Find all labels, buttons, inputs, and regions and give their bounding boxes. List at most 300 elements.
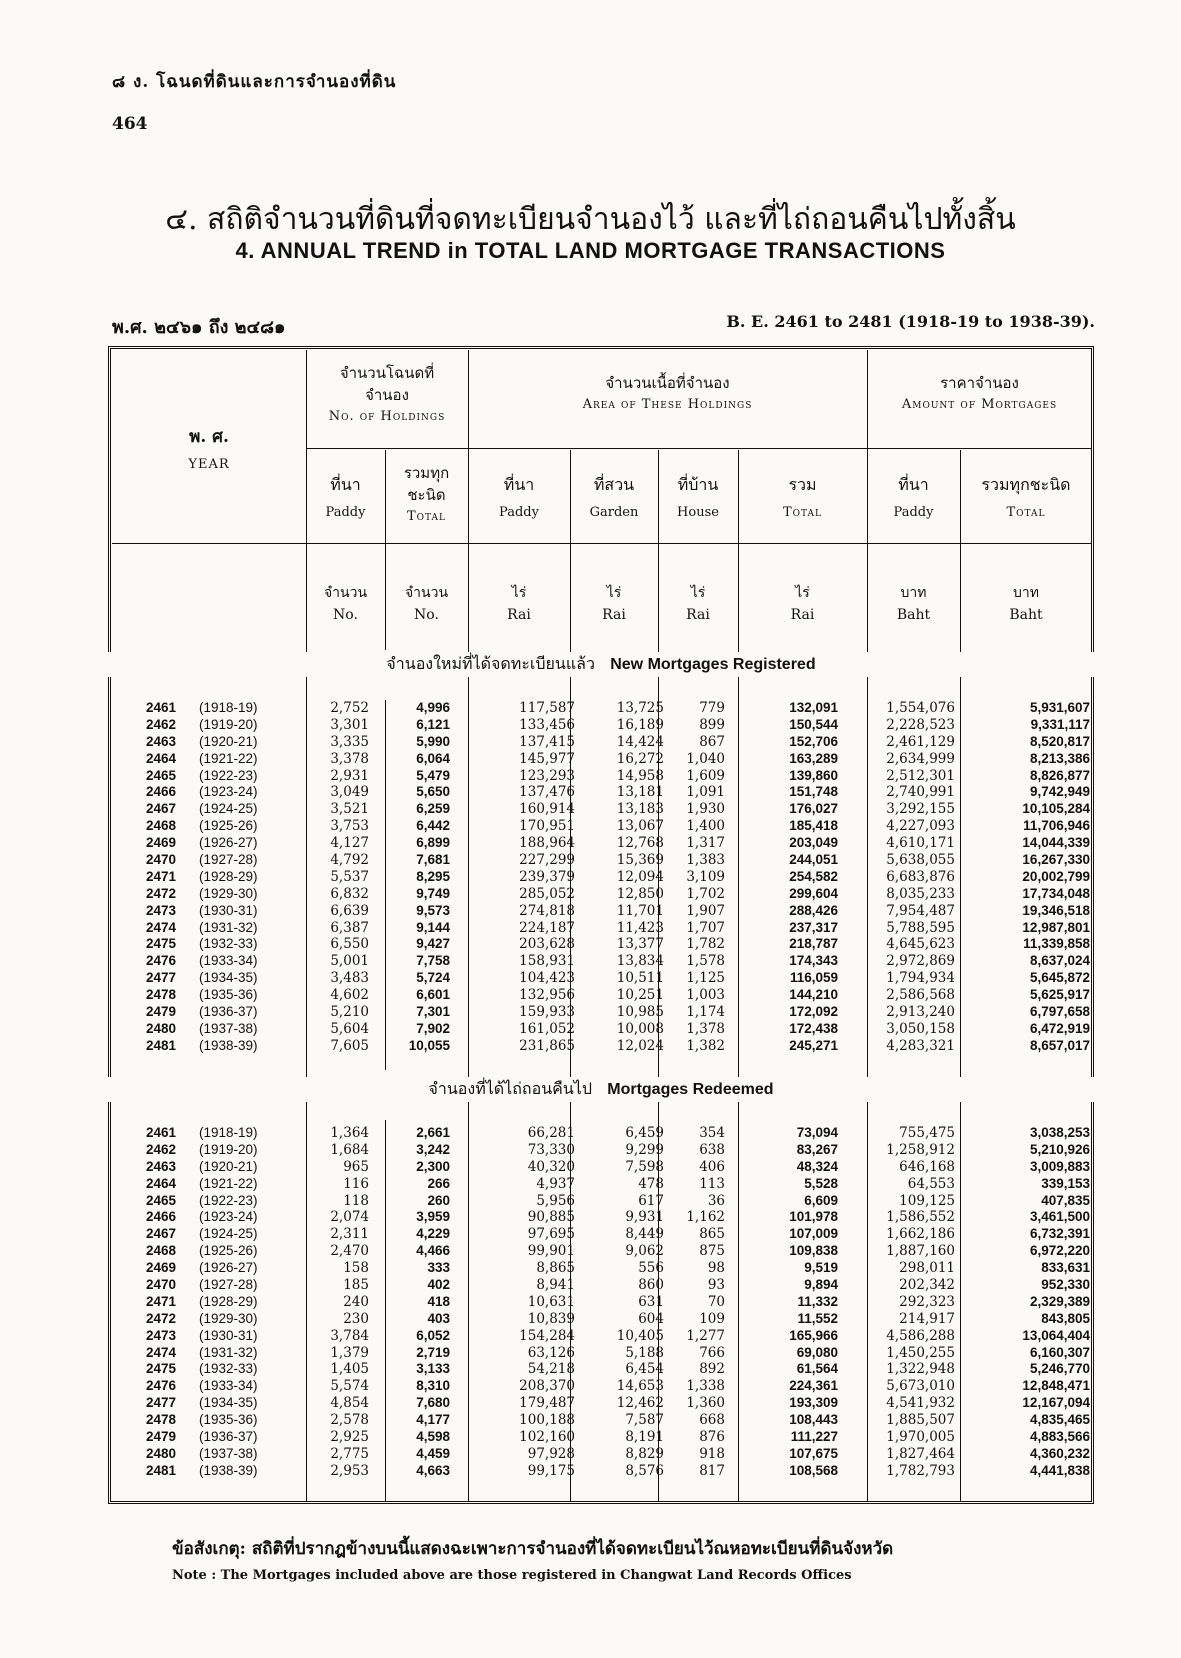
cell-year-ce: (1918-19): [199, 700, 258, 715]
table-row: [0, 987, 1181, 1004]
subheader-thai: ที่นา: [330, 475, 361, 494]
cell-area-garden: 860: [638, 1277, 664, 1294]
cell-amount-total: 8,213,386: [1029, 750, 1090, 766]
year-header-english: YEAR: [188, 457, 230, 472]
cell-amount-paddy: 2,913,240: [886, 1004, 955, 1021]
amount-header-thai: ราคาจำนอง: [940, 374, 1019, 392]
cell-area-total: 132,091: [789, 700, 838, 715]
cell-area-garden: 16,272: [616, 750, 664, 767]
cell-area-garden: 14,424: [616, 733, 664, 750]
cell-area-house: 1,162: [686, 1209, 725, 1226]
cell-amount-paddy: 3,292,155: [886, 801, 955, 818]
cell-area-paddy: 227,299: [519, 852, 575, 869]
cell-year-be: 2463: [146, 733, 177, 749]
cell-amount-total: 4,835,465: [1029, 1412, 1090, 1428]
area-paddy-header: [468, 474, 570, 524]
cell-year-be: 2472: [146, 1310, 177, 1326]
cell-area-total: 193,309: [789, 1395, 838, 1411]
cell-area-paddy: 239,379: [519, 868, 575, 885]
cell-year-ce: (1924-25): [199, 1226, 258, 1242]
cell-amount-total: 5,210,926: [1029, 1141, 1090, 1157]
cell-holdings-total: 2,719: [416, 1344, 450, 1360]
cell-holdings-paddy: 2,311: [330, 1226, 369, 1243]
cell-area-paddy: 97,928: [527, 1445, 575, 1462]
cell-area-total: 9,519: [804, 1260, 838, 1276]
cell-year-be: 2468: [146, 818, 177, 834]
cell-holdings-paddy: 4,854: [330, 1395, 369, 1412]
cell-year-be: 2462: [146, 1141, 177, 1157]
cell-year-ce: (1920-21): [199, 733, 258, 749]
cell-amount-total: 6,160,307: [1029, 1344, 1090, 1360]
cell-holdings-total: 6,259: [416, 801, 450, 817]
table-row: [0, 1038, 1181, 1055]
note-thai: ข้อสังเกตุ: สถิติที่ปรากฎข้างบนนี้แสดงฉะเพาะการจำนองที่ได้จดทะเบียนไว้ณหอทะเบียนที่ดินจังหวัด: [172, 1539, 894, 1559]
cell-area-total: 224,361: [789, 1378, 838, 1394]
cell-year-ce: (1928-29): [199, 868, 258, 884]
subheader-english: House: [677, 505, 719, 520]
cell-area-garden: 8,576: [625, 1462, 664, 1479]
area-header-thai: จำนวนเนื้อที่จำนอง: [605, 374, 730, 392]
table-row: [0, 1125, 1181, 1142]
cell-holdings-total: 5,724: [416, 970, 450, 986]
unit-thai: ไร่: [795, 585, 810, 601]
cell-year-be: 2473: [146, 1327, 177, 1343]
cell-area-total: 83,267: [796, 1141, 838, 1157]
cell-holdings-total: 4,177: [416, 1412, 450, 1428]
amount-header: [867, 372, 1092, 416]
cell-area-paddy: 40,320: [527, 1158, 575, 1175]
cell-amount-paddy: 6,683,876: [886, 868, 955, 885]
cell-area-paddy: 188,964: [519, 835, 575, 852]
cell-area-total: 172,092: [789, 1004, 838, 1020]
cell-year-be: 2469: [146, 1260, 177, 1276]
cell-area-house: 875: [699, 1243, 725, 1260]
cell-area-house: 766: [699, 1344, 725, 1361]
section-heading-redeemed: [108, 1077, 1094, 1102]
table-row: [0, 1311, 1181, 1328]
cell-area-house: 1,338: [686, 1378, 725, 1395]
cell-holdings-total: 5,650: [416, 784, 450, 800]
subheader-thai: ที่นา: [898, 475, 929, 494]
subheader-english: Total: [782, 505, 823, 520]
cell-holdings-total: 5,479: [416, 767, 450, 783]
cell-amount-total: 5,931,607: [1029, 700, 1090, 715]
unit-english: Rai: [507, 607, 531, 623]
unit-label: [658, 582, 738, 626]
cell-year-ce: (1927-28): [199, 1277, 258, 1293]
unit-thai: ไร่: [606, 585, 622, 601]
cell-area-paddy: 10,631: [527, 1293, 575, 1310]
cell-amount-total: 833,631: [1041, 1260, 1090, 1276]
cell-area-paddy: 154,284: [519, 1327, 575, 1344]
cell-holdings-total: 2,661: [416, 1125, 450, 1140]
cell-holdings-paddy: 2,578: [330, 1412, 369, 1429]
cell-area-house: 918: [699, 1445, 725, 1462]
cell-holdings-paddy: 2,752: [330, 700, 369, 716]
section-heading-thai: จำนองใหม่ที่ได้จดทะเบียนแล้ว: [386, 654, 595, 673]
holdings-total-header: [385, 462, 468, 528]
cell-area-paddy: 8,941: [536, 1277, 575, 1294]
cell-year-be: 2481: [146, 1037, 177, 1053]
cell-amount-total: 12,848,471: [1022, 1378, 1090, 1394]
cell-holdings-paddy: 965: [343, 1158, 369, 1175]
subheader-english: Total: [1006, 505, 1046, 520]
table-row: [0, 953, 1181, 970]
cell-area-house: 1,400: [686, 818, 725, 835]
unit-label: [468, 582, 570, 626]
cell-year-ce: (1926-27): [199, 835, 258, 851]
cell-area-garden: 617: [638, 1192, 664, 1209]
cell-amount-paddy: 3,050,158: [886, 1020, 955, 1037]
cell-year-ce: (1936-37): [199, 1429, 258, 1445]
cell-amount-total: 12,987,801: [1022, 919, 1090, 935]
cell-amount-total: 407,835: [1041, 1192, 1090, 1208]
cell-holdings-paddy: 1,364: [330, 1125, 369, 1141]
cell-area-paddy: 285,052: [519, 885, 575, 902]
cell-amount-total: 843,805: [1041, 1310, 1090, 1326]
cell-area-paddy: 161,052: [519, 1020, 575, 1037]
cell-amount-paddy: 1,662,186: [886, 1226, 955, 1243]
unit-thai: บาท: [1013, 585, 1039, 601]
cell-year-be: 2470: [146, 1277, 177, 1293]
cell-area-total: 9,894: [804, 1277, 838, 1293]
cell-holdings-paddy: 6,832: [330, 885, 369, 902]
subheader-english: Total: [406, 509, 447, 524]
cell-year-ce: (1929-30): [199, 885, 258, 901]
cell-area-total: 73,094: [796, 1125, 838, 1140]
table-row: [0, 768, 1181, 785]
cell-amount-paddy: 4,227,093: [886, 818, 955, 835]
cell-amount-paddy: 1,885,507: [886, 1412, 955, 1429]
year-header: [112, 426, 306, 476]
cell-year-ce: (1932-33): [199, 936, 258, 952]
cell-area-house: 876: [699, 1429, 725, 1446]
cell-year-be: 2480: [146, 1445, 177, 1461]
cell-area-paddy: 117,587: [519, 700, 575, 716]
cell-year-ce: (1929-30): [199, 1310, 258, 1326]
cell-holdings-total: 4,663: [416, 1462, 450, 1478]
cell-year-be: 2471: [146, 1293, 177, 1309]
cell-year-be: 2474: [146, 919, 177, 935]
unit-label: [570, 582, 658, 626]
cell-area-total: 116,059: [789, 970, 838, 986]
unit-label: [306, 582, 385, 626]
redeemed-mortgages-rows: [0, 1125, 1181, 1480]
subheader-english: Garden: [589, 505, 639, 520]
cell-area-garden: 13,377: [616, 936, 664, 953]
cell-year-be: 2464: [146, 1175, 177, 1191]
cell-year-be: 2467: [146, 1226, 177, 1242]
table-row: [0, 1193, 1181, 1210]
cell-year-be: 2473: [146, 902, 177, 918]
table-row: [0, 751, 1181, 768]
section-heading-english: Mortgages Redeemed: [607, 1081, 774, 1098]
unit-english: Baht: [1009, 607, 1043, 623]
cell-area-house: 1,930: [686, 801, 725, 818]
table-row: [0, 1446, 1181, 1463]
cell-area-garden: 12,768: [616, 835, 664, 852]
cell-amount-paddy: 646,168: [899, 1158, 955, 1175]
subheader-thai: รวม: [788, 475, 817, 494]
table-row: [0, 1260, 1181, 1277]
cell-holdings-total: 7,301: [416, 1004, 450, 1020]
cell-area-garden: 9,062: [625, 1243, 664, 1260]
cell-area-paddy: 104,423: [519, 970, 575, 987]
cell-holdings-total: 418: [427, 1293, 450, 1309]
cell-amount-paddy: 2,461,129: [886, 733, 955, 750]
cell-holdings-paddy: 3,378: [330, 750, 369, 767]
cell-amount-total: 339,153: [1041, 1175, 1090, 1191]
cell-year-be: 2469: [146, 835, 177, 851]
unit-label: [960, 582, 1092, 626]
area-header: [468, 372, 867, 416]
cell-area-garden: 14,653: [616, 1378, 664, 1395]
amount-paddy-header: [867, 474, 960, 524]
cell-area-house: 1,907: [686, 902, 725, 919]
cell-amount-paddy: 7,954,487: [886, 902, 955, 919]
cell-holdings-paddy: 5,574: [330, 1378, 369, 1395]
cell-area-paddy: 133,456: [519, 716, 575, 733]
cell-year-ce: (1922-23): [199, 767, 258, 783]
cell-area-garden: 12,462: [616, 1395, 664, 1412]
cell-amount-total: 9,742,949: [1029, 784, 1090, 800]
section-heading-new: [108, 652, 1094, 677]
cell-amount-paddy: 755,475: [899, 1125, 955, 1141]
cell-holdings-total: 4,459: [416, 1445, 450, 1461]
cell-holdings-paddy: 5,604: [330, 1020, 369, 1037]
subheader-thai: ที่บ้าน: [677, 475, 719, 494]
cell-area-garden: 10,511: [616, 970, 664, 987]
page-title: 4. ANNUAL TREND in TOTAL LAND MORTGAGE TRANSACTIONS: [235, 238, 946, 263]
cell-amount-paddy: 1,258,912: [886, 1141, 955, 1158]
cell-year-ce: (1938-39): [199, 1462, 258, 1478]
cell-holdings-paddy: 5,001: [330, 953, 369, 970]
cell-area-house: 1,040: [686, 750, 725, 767]
cell-area-total: 5,528: [804, 1175, 838, 1191]
cell-holdings-paddy: 7,605: [330, 1037, 369, 1054]
cell-amount-paddy: 2,740,991: [886, 784, 955, 801]
cell-year-be: 2461: [146, 1125, 177, 1140]
cell-area-paddy: 66,281: [527, 1125, 575, 1141]
cell-holdings-paddy: 3,335: [330, 733, 369, 750]
cell-area-total: 139,860: [789, 767, 838, 783]
cell-holdings-total: 260: [427, 1192, 450, 1208]
cell-area-total: 172,438: [789, 1020, 838, 1036]
cell-year-ce: (1928-29): [199, 1293, 258, 1309]
cell-year-be: 2477: [146, 1395, 177, 1411]
cell-amount-paddy: 214,917: [899, 1310, 955, 1327]
cell-area-garden: 8,829: [625, 1445, 664, 1462]
cell-year-ce: (1933-34): [199, 1378, 258, 1394]
cell-year-ce: (1935-36): [199, 1412, 258, 1428]
cell-area-house: 1,609: [686, 767, 725, 784]
cell-area-garden: 5,188: [625, 1344, 664, 1361]
subheader-english: Paddy: [893, 505, 934, 520]
holdings-paddy-header: [306, 474, 385, 524]
table-row: [0, 1021, 1181, 1038]
cell-holdings-paddy: 3,784: [330, 1327, 369, 1344]
subheader-thai: รวมทุกชะนิด: [403, 464, 450, 504]
cell-area-paddy: 5,956: [536, 1192, 575, 1209]
cell-amount-total: 6,797,658: [1029, 1004, 1090, 1020]
cell-holdings-total: 266: [427, 1175, 450, 1191]
cell-holdings-paddy: 1,379: [330, 1344, 369, 1361]
cell-holdings-paddy: 2,925: [330, 1429, 369, 1446]
cell-holdings-paddy: 116: [343, 1175, 369, 1192]
cell-area-house: 1,360: [686, 1395, 725, 1412]
cell-amount-total: 3,038,253: [1029, 1125, 1090, 1140]
cell-amount-paddy: 1,322,948: [886, 1361, 955, 1378]
table-row: [0, 1243, 1181, 1260]
cell-holdings-total: 9,573: [416, 902, 450, 918]
cell-area-total: 288,426: [789, 902, 838, 918]
cell-area-total: 244,051: [789, 852, 838, 868]
cell-area-paddy: 73,330: [527, 1141, 575, 1158]
cell-area-paddy: 224,187: [519, 919, 575, 936]
cell-area-paddy: 145,977: [519, 750, 575, 767]
cell-area-house: 1,382: [686, 1037, 725, 1054]
cell-area-total: 203,049: [789, 835, 838, 851]
cell-amount-total: 6,472,919: [1029, 1020, 1090, 1036]
cell-year-ce: (1931-32): [199, 1344, 258, 1360]
cell-amount-total: 20,002,799: [1022, 868, 1090, 884]
cell-area-house: 1,702: [686, 885, 725, 902]
new-mortgages-rows: [0, 700, 1181, 1055]
unit-english: No.: [414, 607, 439, 623]
cell-amount-paddy: 4,283,321: [886, 1037, 955, 1054]
cell-year-be: 2477: [146, 970, 177, 986]
table-row: [0, 1378, 1181, 1395]
cell-year-ce: (1932-33): [199, 1361, 258, 1377]
cell-area-total: 144,210: [789, 987, 838, 1003]
cell-amount-total: 9,331,117: [1030, 716, 1090, 732]
cell-holdings-paddy: 3,483: [330, 970, 369, 987]
cell-holdings-total: 8,295: [416, 868, 450, 884]
cell-area-garden: 8,191: [625, 1429, 664, 1446]
cell-area-garden: 13,181: [616, 784, 664, 801]
cell-amount-total: 5,645,872: [1029, 970, 1090, 986]
cell-holdings-total: 6,121: [416, 716, 450, 732]
cell-year-ce: (1921-22): [199, 750, 258, 766]
cell-holdings-paddy: 1,405: [330, 1361, 369, 1378]
table-row: [0, 801, 1181, 818]
cell-year-be: 2470: [146, 852, 177, 868]
table-row: [0, 835, 1181, 852]
page-number: 464: [112, 114, 148, 134]
header-rule: [306, 448, 1091, 449]
cell-year-ce: (1921-22): [199, 1175, 258, 1191]
cell-area-garden: 10,405: [616, 1327, 664, 1344]
cell-holdings-total: 7,902: [416, 1020, 450, 1036]
table-row: [0, 970, 1181, 987]
cell-amount-total: 10,105,284: [1022, 801, 1090, 817]
cell-amount-total: 2,329,389: [1029, 1293, 1090, 1309]
cell-amount-total: 19,346,518: [1022, 902, 1090, 918]
period-english: B. E. 2461 to 2481 (1918-19 to 1938-39).: [726, 312, 1095, 331]
cell-area-paddy: 158,931: [519, 953, 575, 970]
running-head: ๘ ง. โฉนดที่ดินและการจำนองที่ดิน: [112, 72, 397, 92]
cell-area-total: 218,787: [789, 936, 838, 952]
header-rule: [112, 543, 1092, 544]
cell-holdings-paddy: 240: [343, 1293, 369, 1310]
cell-area-total: 109,838: [789, 1243, 838, 1259]
cell-year-ce: (1925-26): [199, 1243, 258, 1259]
table-row: [0, 1277, 1181, 1294]
area-total-header: [738, 474, 867, 524]
cell-area-house: 113: [699, 1175, 725, 1192]
cell-area-garden: 11,423: [616, 919, 664, 936]
unit-english: Baht: [896, 607, 931, 623]
table-row: [0, 1463, 1181, 1480]
cell-year-ce: (1930-31): [199, 1327, 258, 1343]
cell-area-garden: 7,587: [625, 1412, 664, 1429]
cell-area-garden: 11,701: [616, 902, 664, 919]
cell-holdings-paddy: 6,639: [330, 902, 369, 919]
table-row: [0, 1412, 1181, 1429]
cell-area-garden: 12,024: [616, 1037, 664, 1054]
holdings-header-english: No. of Holdings: [328, 409, 446, 424]
cell-area-total: 150,544: [789, 716, 838, 732]
table-row: [0, 886, 1181, 903]
cell-area-garden: 12,850: [616, 885, 664, 902]
cell-amount-paddy: 64,553: [907, 1175, 955, 1192]
cell-area-paddy: 231,865: [519, 1037, 575, 1054]
cell-holdings-total: 9,427: [416, 936, 450, 952]
table-row: [0, 1395, 1181, 1412]
cell-area-paddy: 99,901: [527, 1243, 575, 1260]
cell-year-be: 2466: [146, 1209, 177, 1225]
cell-year-ce: (1930-31): [199, 902, 258, 918]
cell-area-paddy: 8,865: [536, 1260, 575, 1277]
cell-area-total: 163,289: [789, 750, 838, 766]
section-heading-thai: จำนองที่ได้ไถ่ถอนคืนไป: [428, 1079, 592, 1098]
cell-area-garden: 10,008: [616, 1020, 664, 1037]
cell-area-garden: 556: [638, 1260, 664, 1277]
cell-holdings-total: 5,990: [416, 733, 450, 749]
cell-year-be: 2474: [146, 1344, 177, 1360]
cell-holdings-paddy: 4,127: [330, 835, 369, 852]
cell-area-total: 48,324: [796, 1158, 838, 1174]
table-row: [0, 1429, 1181, 1446]
cell-holdings-paddy: 2,953: [330, 1462, 369, 1479]
cell-area-paddy: 10,839: [527, 1310, 575, 1327]
cell-area-paddy: 90,885: [527, 1209, 575, 1226]
cell-year-be: 2479: [146, 1429, 177, 1445]
cell-year-be: 2471: [146, 868, 177, 884]
cell-amount-total: 8,637,024: [1029, 953, 1090, 969]
cell-amount-paddy: 292,323: [899, 1293, 955, 1310]
cell-year-be: 2475: [146, 1361, 177, 1377]
cell-holdings-paddy: 3,521: [330, 801, 369, 818]
unit-thai: ไร่: [690, 585, 706, 601]
cell-area-paddy: 100,188: [519, 1412, 575, 1429]
cell-area-house: 1,125: [686, 970, 725, 987]
cell-area-garden: 9,931: [625, 1209, 664, 1226]
cell-area-house: 1,378: [686, 1020, 725, 1037]
table-row: [0, 734, 1181, 751]
cell-amount-total: 8,520,817: [1029, 733, 1090, 749]
cell-holdings-total: 6,052: [416, 1327, 450, 1343]
cell-area-paddy: 123,293: [519, 767, 575, 784]
cell-amount-paddy: 1,450,255: [886, 1344, 955, 1361]
cell-amount-paddy: 1,887,160: [886, 1243, 955, 1260]
cell-holdings-paddy: 3,049: [330, 784, 369, 801]
cell-amount-total: 5,625,917: [1029, 987, 1090, 1003]
cell-holdings-paddy: 6,550: [330, 936, 369, 953]
cell-amount-paddy: 4,610,171: [886, 835, 955, 852]
cell-holdings-total: 3,242: [416, 1141, 450, 1157]
unit-thai: บาท: [900, 585, 927, 601]
